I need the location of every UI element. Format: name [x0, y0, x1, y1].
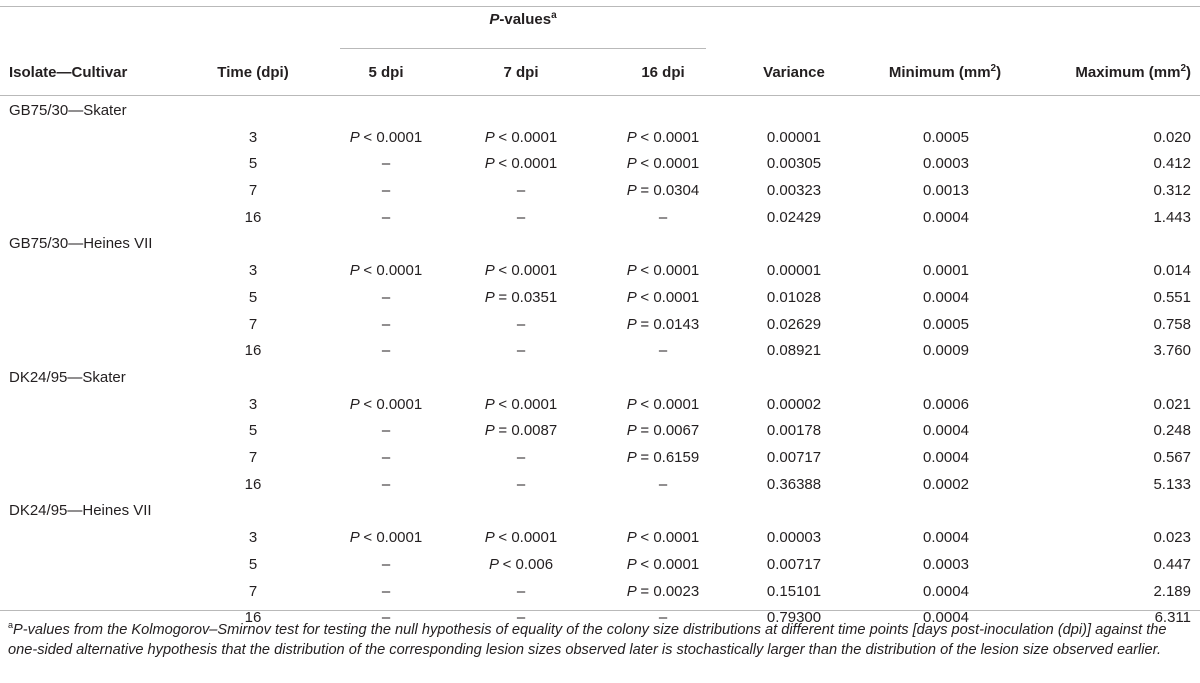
header-7dpi: 7 dpi	[503, 64, 539, 81]
cell-p16	[600, 396, 726, 414]
p-symbol: P	[349, 129, 364, 146]
cell-time: 7	[248, 583, 258, 600]
p-symbol: P	[349, 529, 364, 546]
p-value: < 0.0001	[363, 529, 423, 546]
cell-max: 6.311	[1154, 609, 1191, 626]
cell-min: 0.0003	[923, 155, 969, 172]
cell-p7: –	[516, 316, 526, 333]
cell-variance: 0.00717	[766, 449, 822, 466]
cell-time: 16	[244, 209, 262, 226]
cell-p7	[458, 155, 584, 173]
p-value: = 0.0023	[640, 583, 700, 600]
cell-p16	[600, 449, 726, 467]
cell-p5: –	[381, 476, 391, 493]
cell-p5: –	[381, 422, 391, 439]
cell-p7: –	[516, 342, 526, 359]
p-symbol: P	[626, 449, 641, 466]
table-bottom-rule	[0, 610, 1200, 611]
header-minimum-close: )	[996, 64, 1002, 81]
header-maximum-text: Maximum (mm	[1075, 64, 1181, 81]
p-symbol: P	[626, 529, 641, 546]
pvalues-group-header	[340, 11, 706, 29]
header-maximum-close: )	[1186, 64, 1191, 81]
pvalues-italic-p: P	[489, 11, 500, 28]
p-symbol: P	[349, 396, 364, 413]
cell-p7	[458, 289, 584, 307]
p-value: = 0.0067	[640, 422, 700, 439]
p-value: < 0.0001	[640, 556, 700, 573]
p-value: = 0.6159	[640, 449, 700, 466]
cell-p16	[600, 422, 726, 440]
footnote-text: P-values from the Kolmogorov–Smirnov test for testing the null hypothesis of equality of the colony size distributions at different time points [days post-inoculation (dpi)] against the one-sided alternative hypothesis that the distribution of the corresponding lesion sizes observed later is stochastically larger than the distribution of the lesion size observed earlier.	[8, 622, 1167, 658]
cell-min: 0.0005	[923, 129, 969, 146]
cell-time: 16	[244, 476, 262, 493]
p-value: < 0.0001	[498, 396, 558, 413]
cell-p5	[323, 129, 449, 147]
cell-max: 0.312	[1153, 182, 1191, 199]
cell-p16: –	[658, 476, 668, 493]
cell-max: 0.567	[1153, 449, 1191, 466]
cell-time: 7	[248, 182, 258, 199]
cell-min: 0.0001	[923, 262, 969, 279]
p-symbol: P	[484, 529, 499, 546]
cell-max: 1.443	[1153, 209, 1191, 226]
cell-variance: 0.00002	[766, 396, 822, 413]
header-16dpi: 16 dpi	[641, 64, 685, 81]
p-symbol: P	[484, 262, 499, 279]
cell-time: 7	[248, 316, 258, 333]
header-bottom-rule	[0, 95, 1200, 96]
header-isolate-cultivar: Isolate—Cultivar	[9, 64, 128, 81]
p-value: < 0.0001	[498, 129, 558, 146]
header-minimum-text: Minimum (mm	[888, 64, 991, 81]
p-symbol: P	[626, 316, 641, 333]
p-value: < 0.0001	[640, 396, 700, 413]
table-footnote	[8, 620, 1194, 660]
cell-p16: –	[658, 609, 668, 626]
cell-p16: –	[658, 342, 668, 359]
p-value: < 0.0001	[363, 396, 423, 413]
header-maximum	[1000, 64, 1191, 82]
cell-p16	[600, 529, 726, 547]
cell-max: 0.248	[1153, 422, 1191, 439]
cell-time: 3	[248, 262, 258, 279]
cell-p16: –	[658, 209, 668, 226]
cell-variance: 0.36388	[766, 476, 822, 493]
cell-time: 7	[248, 449, 258, 466]
p-symbol: P	[488, 556, 503, 573]
p-symbol: P	[484, 155, 499, 172]
p-symbol: P	[484, 289, 499, 306]
cell-max: 3.760	[1153, 342, 1191, 359]
cell-p16	[600, 556, 726, 574]
cell-variance: 0.02429	[766, 209, 822, 226]
header-minimum-sup: 2	[990, 63, 997, 74]
cell-p5: –	[381, 289, 391, 306]
p-value: < 0.0001	[640, 129, 700, 146]
header-5dpi: 5 dpi	[368, 64, 404, 81]
cell-time: 3	[248, 529, 258, 546]
cell-variance: 0.00003	[766, 529, 822, 546]
cell-min: 0.0002	[923, 476, 969, 493]
cell-min: 0.0004	[923, 449, 969, 466]
cell-min: 0.0004	[923, 422, 969, 439]
p-value: < 0.0001	[498, 155, 558, 172]
cell-variance: 0.00001	[766, 129, 822, 146]
cell-min: 0.0003	[923, 556, 969, 573]
cell-p7: –	[516, 209, 526, 226]
p-value: = 0.0087	[498, 422, 558, 439]
cell-p5	[323, 396, 449, 414]
cell-max: 0.551	[1153, 289, 1191, 306]
cell-variance: 0.02629	[766, 316, 822, 333]
pvalues-rest: -values	[499, 11, 552, 28]
header-variance: Variance	[763, 64, 825, 81]
p-value: < 0.0001	[640, 529, 700, 546]
top-rule	[0, 6, 1200, 7]
cell-max: 0.758	[1153, 316, 1191, 333]
cell-p5: –	[381, 609, 391, 626]
cell-min: 0.0009	[923, 342, 969, 359]
cell-variance: 0.00305	[766, 155, 822, 172]
cell-time: 5	[248, 422, 258, 439]
cell-p7: –	[516, 583, 526, 600]
p-symbol: P	[626, 289, 641, 306]
header-time: Time (dpi)	[217, 64, 289, 81]
p-symbol: P	[626, 182, 641, 199]
cell-variance: 0.00717	[766, 556, 822, 573]
p-symbol: P	[626, 396, 641, 413]
p-symbol: P	[484, 422, 499, 439]
cell-p7	[458, 396, 584, 414]
cell-p7	[458, 262, 584, 280]
cell-variance: 0.00001	[766, 262, 822, 279]
p-symbol: P	[349, 262, 364, 279]
pvalues-footnote-marker: a	[551, 10, 557, 21]
cell-p5: –	[381, 449, 391, 466]
p-symbol: P	[484, 396, 499, 413]
cell-min: 0.0006	[923, 396, 969, 413]
cell-p16	[600, 182, 726, 200]
cell-min: 0.0004	[923, 529, 969, 546]
cell-time: 16	[244, 342, 262, 359]
cell-p16	[600, 155, 726, 173]
cell-variance: 0.15101	[766, 583, 822, 600]
cell-min: 0.0004	[923, 209, 969, 226]
group-label: GB75/30—Heines VII	[9, 235, 153, 252]
cell-p5: –	[381, 342, 391, 359]
p-value: < 0.0001	[363, 129, 423, 146]
cell-p7	[458, 422, 584, 440]
cell-min: 0.0004	[923, 583, 969, 600]
cell-p16	[600, 129, 726, 147]
cell-time: 16	[244, 609, 262, 626]
group-label: GB75/30—Skater	[9, 102, 127, 119]
pvalues-sub-rule	[340, 48, 706, 49]
p-symbol: P	[626, 262, 641, 279]
cell-time: 5	[248, 556, 258, 573]
cell-variance: 0.00178	[766, 422, 822, 439]
cell-time: 3	[248, 396, 258, 413]
p-value: < 0.0001	[640, 155, 700, 172]
cell-max: 0.447	[1153, 556, 1191, 573]
p-value: = 0.0304	[640, 182, 700, 199]
p-value: < 0.0001	[640, 289, 700, 306]
cell-p5	[323, 529, 449, 547]
cell-p7: –	[516, 449, 526, 466]
p-value: = 0.0143	[640, 316, 700, 333]
cell-max: 0.020	[1153, 129, 1191, 146]
p-symbol: P	[626, 556, 641, 573]
p-symbol: P	[626, 129, 641, 146]
cell-time: 3	[248, 129, 258, 146]
cell-p5: –	[381, 155, 391, 172]
cell-variance: 0.01028	[766, 289, 822, 306]
cell-max: 5.133	[1153, 476, 1191, 493]
p-value: = 0.0351	[498, 289, 558, 306]
cell-p5: –	[381, 556, 391, 573]
cell-p7	[458, 129, 584, 147]
cell-max: 0.412	[1153, 155, 1191, 172]
cell-p5: –	[381, 583, 391, 600]
p-symbol: P	[626, 583, 641, 600]
cell-max: 0.014	[1153, 262, 1191, 279]
cell-p5	[323, 262, 449, 280]
cell-p16	[600, 583, 726, 601]
cell-time: 5	[248, 289, 258, 306]
p-value: < 0.0001	[640, 262, 700, 279]
p-symbol: P	[484, 129, 499, 146]
cell-max: 2.189	[1153, 583, 1191, 600]
p-symbol: P	[626, 155, 641, 172]
cell-p7: –	[516, 476, 526, 493]
cell-p7	[458, 556, 584, 574]
cell-variance: 0.79300	[766, 609, 822, 626]
cell-p5: –	[381, 209, 391, 226]
cell-p5: –	[381, 182, 391, 199]
p-value: < 0.0001	[498, 262, 558, 279]
cell-variance: 0.08921	[766, 342, 822, 359]
p-value: < 0.006	[502, 556, 554, 573]
p-symbol: P	[626, 422, 641, 439]
p-value: < 0.0001	[498, 529, 558, 546]
cell-p5: –	[381, 316, 391, 333]
header-minimum	[870, 64, 1020, 82]
cell-min: 0.0005	[923, 316, 969, 333]
cell-p7: –	[516, 609, 526, 626]
footnote-marker: a	[8, 620, 14, 630]
p-value: < 0.0001	[363, 262, 423, 279]
cell-max: 0.021	[1153, 396, 1191, 413]
cell-p7: –	[516, 182, 526, 199]
group-label: DK24/95—Heines VII	[9, 502, 152, 519]
cell-min: 0.0004	[923, 609, 969, 626]
cell-p16	[600, 262, 726, 280]
cell-p16	[600, 316, 726, 334]
cell-min: 0.0004	[923, 289, 969, 306]
cell-p16	[600, 289, 726, 307]
header-maximum-sup: 2	[1180, 63, 1186, 74]
cell-variance: 0.00323	[766, 182, 822, 199]
cell-p7	[458, 529, 584, 547]
cell-max: 0.023	[1153, 529, 1191, 546]
cell-time: 5	[248, 155, 258, 172]
cell-min: 0.0013	[923, 182, 969, 199]
group-label: DK24/95—Skater	[9, 369, 126, 386]
